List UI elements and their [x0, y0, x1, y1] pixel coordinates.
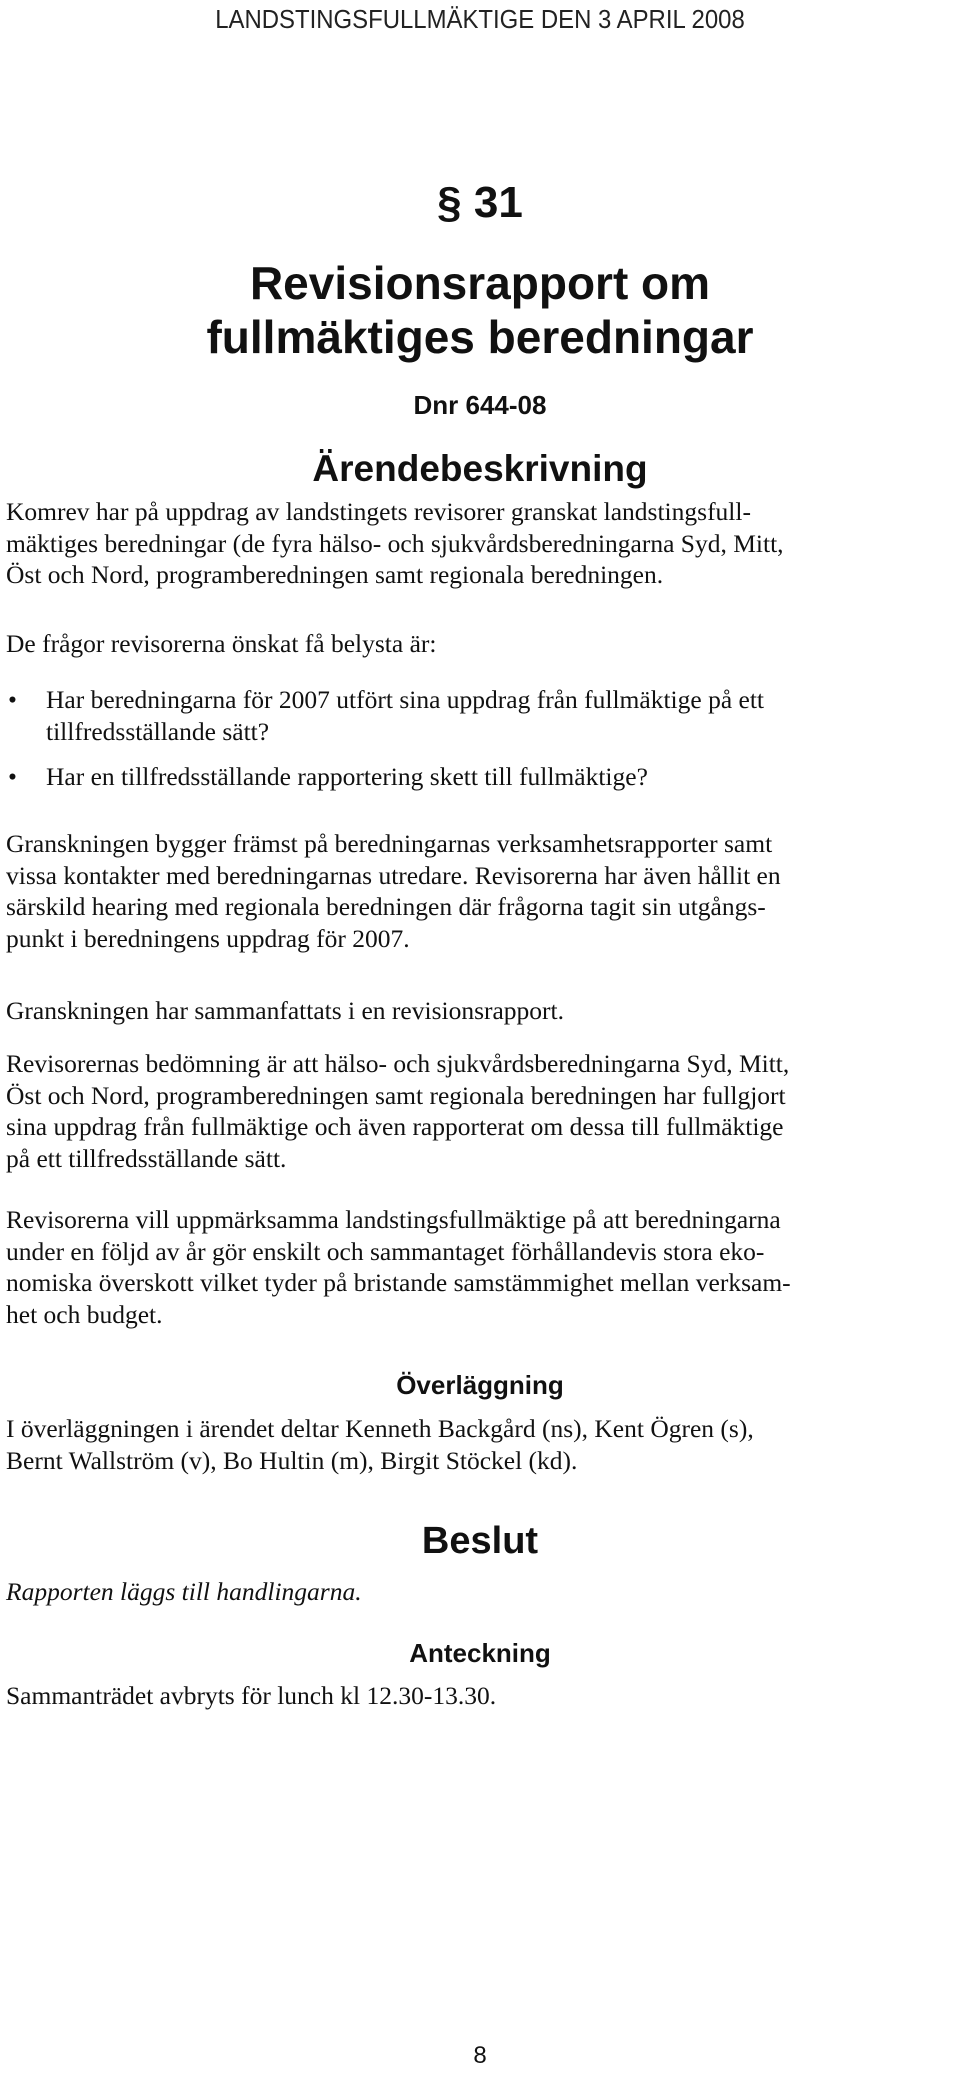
intro-paragraph — [6, 496, 954, 591]
bullet-icon: • — [8, 762, 17, 791]
text-line: Har beredningarna för 2007 utfört sina uppdrag från fullmäktige på ett — [46, 685, 764, 714]
text-line: I överläggningen i ärendet deltar Kenneth Backgård (ns), Kent Ögren (s), — [6, 1414, 754, 1443]
text-line: Bernt Wallström (v), Bo Hultin (m), Birgit Stöckel (kd). — [6, 1445, 578, 1475]
section-number: § 31 — [437, 178, 523, 227]
document-title — [0, 256, 960, 364]
text-line: Revisorerna vill uppmärksamma landstingsfullmäktige på att beredningarna — [6, 1205, 781, 1234]
text-line: på ett tillfredsställande sätt. — [6, 1143, 287, 1173]
text-line: vissa kontakter med beredningarnas utredare. Revisorerna har även hållit en — [6, 860, 781, 890]
text-line: Öst och Nord, programberedningen samt regionala beredningen har fullgjort — [6, 1080, 786, 1110]
heading-arendebeskrivning: Ärendebeskrivning — [312, 448, 648, 489]
text-line: Komrev har på uppdrag av landstingets revisorer granskat landstingsfull- — [6, 497, 751, 526]
text-line: särskild hearing med regionala beredningen där frågorna tagit sin utgångs- — [6, 892, 766, 921]
granskning-paragraph — [6, 828, 954, 954]
title-line: fullmäktiges beredningar — [206, 311, 754, 363]
text-line: punkt i beredningens uppdrag för 2007. — [6, 923, 410, 953]
title-line: Revisionsrapport om — [249, 257, 711, 309]
text-line: mäktiges beredningar (de fyra hälso- och sjukvårdsberedningarna Syd, Mitt, — [6, 528, 784, 558]
overlaggning-paragraph — [6, 1413, 954, 1476]
text-line: sina uppdrag från fullmäktige och även rapporterat om dessa till fullmäktige — [6, 1112, 784, 1141]
text-line: under en följd av år gör enskilt och sammantaget förhållandevis stora eko- — [6, 1236, 765, 1266]
diary-number: Dnr 644-08 — [413, 390, 547, 420]
list-item — [6, 684, 954, 747]
uppmarksamma-paragraph — [6, 1204, 954, 1330]
question-list — [6, 684, 954, 793]
beslut-text: Rapporten läggs till handlingarna. — [6, 1577, 362, 1606]
bullet-icon: • — [8, 685, 17, 714]
text-line: Har en tillfredsställande rapportering skett till fullmäktige? — [46, 762, 648, 791]
page-header: LANDSTINGSFULLMÄKTIGE DEN 3 APRIL 2008 — [215, 4, 745, 34]
sammanfattning-paragraph: Granskningen har sammanfattats i en revisionsrapport. — [6, 996, 565, 1025]
text-line: Revisorernas bedömning är att hälso- och sjukvårdsberedningarna Syd, Mitt, — [6, 1049, 790, 1078]
heading-beslut: Beslut — [421, 1520, 539, 1562]
text-line: Granskningen bygger främst på beredningarnas verksamhetsrapporter samt — [6, 829, 773, 858]
text-line: nomiska överskott vilket tyder på bristande samstämmighet mellan verksam- — [6, 1268, 791, 1297]
text-line: het och budget. — [6, 1299, 163, 1329]
text-line: tillfredsställande sätt? — [46, 716, 270, 746]
text-line: Öst och Nord, programberedningen samt regionala beredningen. — [6, 560, 664, 589]
page-number: 8 — [473, 2042, 487, 2069]
heading-overlaggning: Överläggning — [396, 1370, 564, 1400]
list-item — [6, 761, 954, 793]
heading-anteckning: Anteckning — [409, 1638, 551, 1668]
bedomning-paragraph — [6, 1048, 954, 1174]
anteckning-text: Sammanträdet avbryts för lunch kl 12.30-13.30. — [6, 1681, 497, 1710]
questions-intro: De frågor revisorerna önskat få belysta är: — [6, 629, 437, 658]
